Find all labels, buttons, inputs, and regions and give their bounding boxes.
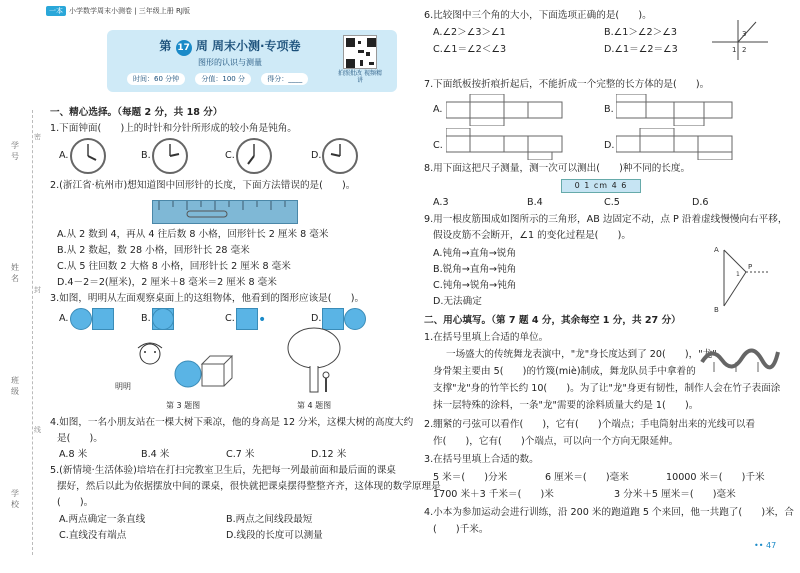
clock-c-icon (236, 138, 272, 174)
clock-d-icon (322, 138, 358, 174)
clock-b-icon (152, 138, 188, 174)
seal-mark-3: 线 (34, 426, 41, 434)
svg-text:3: 3 (742, 30, 747, 38)
page-title (110, 37, 350, 56)
dot-icon: • (258, 312, 267, 328)
side-label-class: 班级 (11, 376, 19, 396)
f1-text: 1.在括号里填上合适的单位。 (424, 332, 549, 343)
q6-opt-a[interactable]: A.∠2＞∠3＞∠1 (433, 27, 506, 38)
square-shape (236, 308, 258, 330)
q7-opt-d[interactable]: D. (604, 140, 615, 151)
q1-opt-c[interactable]: C. (225, 150, 235, 161)
q5-opt-a[interactable]: A.两点确定一条直线 (59, 514, 146, 525)
f3-item-2[interactable]: 6 厘米＝( )毫米 (545, 472, 629, 483)
svg-text:2: 2 (742, 46, 747, 54)
exam-meta (127, 73, 316, 85)
page-number-value: 47 (765, 541, 777, 550)
q4-opt-b[interactable]: B.4 米 (141, 449, 170, 460)
f4-line-2: ( )千米。 (433, 524, 489, 535)
mingming-label: 明明 (115, 382, 131, 391)
score-pill: 分值：100 分 (195, 73, 251, 85)
page-number (754, 541, 776, 550)
week-number-badge: 17 (176, 40, 192, 56)
net-c-icon (446, 128, 566, 160)
q5-opt-c[interactable]: C.直线没有端点 (59, 530, 127, 541)
header-brand (46, 6, 190, 16)
q3-text: 3.如图，明明从左面观察桌面上的这组物体，他看到的图形应该是( )。 (50, 293, 365, 304)
q2-opt-d[interactable]: D.4－2＝2(厘米)，2 厘米＋8 毫米＝2 厘米 8 毫米 (57, 277, 277, 288)
circle-shape (70, 308, 92, 330)
f3-item-5[interactable]: 3 分米＋5 厘米＝( )毫米 (614, 489, 736, 500)
qr-code[interactable] (343, 35, 377, 69)
figure-4-caption: 第 4 题图 (297, 401, 332, 410)
f3-item-3[interactable]: 10000 米＝( )千米 (666, 472, 765, 483)
svg-text:P: P (748, 263, 753, 271)
q9-text-1: 9.用一根皮筋围成如图所示的三角形，AB 边固定不动，点 P 沿着虚线慢慢向右平移， (424, 214, 788, 225)
q7-text: 7.下面纸板按折痕折起后，不能折成一个完整的长方体的是( )。 (424, 79, 710, 90)
q7-opt-a[interactable]: A. (433, 104, 443, 115)
clock-a-icon (70, 138, 106, 174)
binding-line (32, 110, 33, 555)
f3-text: 3.在括号里填上合适的数。 (424, 454, 539, 465)
q4-text-1: 4.如图，一名小朋友站在一棵大树下乘凉，他的身高是 12 分米，这棵大树的高度大约 (50, 417, 414, 428)
q6-opt-d[interactable]: D.∠1＝∠2＝∠3 (604, 44, 678, 55)
q5-opt-b[interactable]: B.两点之间线段最短 (226, 514, 313, 525)
side-label-school: 学校 (11, 489, 19, 509)
q5-opt-d[interactable]: D.线段的长度可以测量 (226, 530, 323, 541)
q9-opt-b[interactable]: B.锐角→直角→钝角 (433, 264, 517, 275)
circle-outline-shape (152, 308, 174, 330)
f3-item-4[interactable]: 1700 米＋3 千米＝( )米 (433, 489, 554, 500)
q1-opt-d[interactable]: D. (311, 150, 322, 161)
q8-opt-a[interactable]: A.3 (433, 197, 449, 208)
measuring-ruler: 0 1 cm 4 6 (561, 179, 641, 193)
q1-text: 1.下面钟面( )上的时针和分针所形成的较小角是钝角。 (50, 123, 297, 134)
q4-opt-c[interactable]: C.7 米 (226, 449, 255, 460)
f4-line-1: 4.小本为参加运动会进行训练，沿 200 米的跑道跑 5 个来回，他一共跑了( )米，合 (424, 507, 794, 518)
q4-text-2: 是( )。 (57, 433, 103, 444)
q3-opt-b[interactable]: B. (141, 313, 151, 324)
q7-opt-b[interactable]: B. (604, 104, 614, 115)
q2-opt-c[interactable]: C.从 5 往回数 2 大格 8 小格，回形针长 2 厘米 8 毫米 (57, 261, 291, 272)
qr-label: 拍照批改 视频精讲 (338, 70, 382, 84)
svg-text:A: A (714, 246, 719, 254)
q6-opt-c[interactable]: C.∠1＝∠2＜∠3 (433, 44, 507, 55)
q6-opt-b[interactable]: B.∠1＞∠2＞∠3 (604, 27, 677, 38)
f3-item-1[interactable]: 5 米＝( )分米 (433, 472, 508, 483)
q2-opt-a[interactable]: A.从 2 数到 4，再从 4 往后数 8 小格，回形针长 2 厘米 8 毫米 (57, 229, 329, 240)
q3-opt-d[interactable]: D. (311, 313, 322, 324)
q6-text: 6.比较图中三个角的大小，下面选项正确的是( )。 (424, 10, 652, 21)
seal-mark-1: 密 (34, 133, 41, 141)
section-2-title: 二、用心填写。（第 7 题 4 分，其余每空 1 分，共 27 分） (424, 315, 681, 326)
angle-figure-icon (712, 16, 772, 62)
side-label-id: 学号 (11, 141, 19, 161)
ruler-with-clip-icon (152, 200, 298, 224)
q1-opt-b[interactable]: B. (141, 150, 151, 161)
q5-text-3: ( )。 (57, 497, 94, 508)
brand-logo: 一本 (46, 6, 66, 16)
circle-shape (344, 308, 366, 330)
time-pill: 时间：60 分钟 (127, 73, 185, 85)
q7-opt-c[interactable]: C. (433, 140, 443, 151)
f1-line-3: 支撑"龙"身的竹竿长约 10( )。为了让"龙"身更有韧性，制作人会在竹子表面涂 (433, 383, 781, 394)
svg-text:1: 1 (732, 46, 737, 54)
q4-opt-d[interactable]: D.12 米 (311, 449, 347, 460)
q2-text: 2.(浙江省·杭州市)想知道图中回形针的长度，下面方法错误的是( )。 (50, 180, 356, 191)
net-a-icon (446, 94, 566, 126)
f1-line-1: 一场盛大的传统舞龙表演中，"龙"身长度达到了 20( )，"龙" (446, 349, 717, 360)
seal-mark-2: 封 (34, 286, 41, 294)
q1-opt-a[interactable]: A. (59, 150, 69, 161)
net-d-icon (616, 128, 736, 160)
svg-text:B: B (714, 306, 719, 314)
page-dots: •• (754, 541, 766, 550)
f2-line-2: 作( )，它有( )个端点，可以向一个方向无限延伸。 (433, 436, 679, 447)
q8-text: 8.用下面这把尺子测量，测一次可以测出( )种不同的长度。 (424, 163, 691, 174)
q4-opt-a[interactable]: A.8 米 (59, 449, 88, 460)
week-prefix: 第 (159, 39, 172, 53)
q9-opt-d[interactable]: D.无法确定 (433, 296, 482, 307)
tree-icon (284, 326, 344, 394)
q5-text-2: 摆好，然后以此为依据摆放中间的课桌，很快就把课桌摆得整整齐齐，这体现的数学原理是 (57, 481, 441, 492)
f2-line-1: 2.绷紧的弓弦可以看作( )，它有( )个端点；手电筒射出来的光线可以看 (424, 419, 756, 430)
figure-3-caption: 第 3 题图 (166, 401, 201, 410)
q3-opt-a[interactable]: A. (59, 313, 69, 324)
square-shape (92, 308, 114, 330)
qr-pattern-icon (344, 36, 378, 70)
f1-line-4: 抹一层特殊的涂料，一条"龙"需要的涂料质量大约是 1( )。 (433, 400, 699, 411)
q8-opt-c[interactable]: C.5 (604, 197, 620, 208)
week-suffix: 周 周末小测·专项卷 (195, 39, 301, 53)
section-1-title: 一、精心选择。（每题 2 分，共 18 分） (50, 107, 223, 118)
figure-3-objects-icon (110, 340, 260, 400)
q3-opt-c[interactable]: C. (225, 313, 235, 324)
q9-opt-c[interactable]: C.钝角→锐角→钝角 (433, 280, 517, 291)
dragon-dance-icon (700, 342, 780, 372)
got-pill: 得分：____ (261, 73, 308, 85)
q5-text-1: 5.(新情境·生活体验)培培在打扫完教室卫生后，先把每一列最前面和最后面的课桌 (50, 465, 396, 476)
svg-text:1: 1 (736, 271, 740, 278)
brand-text: 小学数学周末小测卷 | 三年级上册 RJ版 (69, 7, 190, 15)
q8-opt-b[interactable]: B.4 (527, 197, 543, 208)
page-subtitle: 图形的认识与测量 (198, 58, 262, 67)
q8-opt-d[interactable]: D.6 (692, 197, 709, 208)
q2-opt-b[interactable]: B.从 2 数起，数 28 小格，回形针长 28 毫米 (57, 245, 250, 256)
net-b-icon (616, 94, 736, 126)
side-label-name: 姓名 (11, 263, 19, 283)
f1-line-2: 身骨架主要由 5( )的竹篾(miè)制成，舞龙队员手中拿着的 (433, 366, 696, 377)
q9-opt-a[interactable]: A.钝角→直角→锐角 (433, 248, 517, 259)
triangle-figure-icon (712, 242, 772, 314)
q9-text-2: 假设皮筋不会断开，∠1 的变化过程是( )。 (433, 230, 631, 241)
